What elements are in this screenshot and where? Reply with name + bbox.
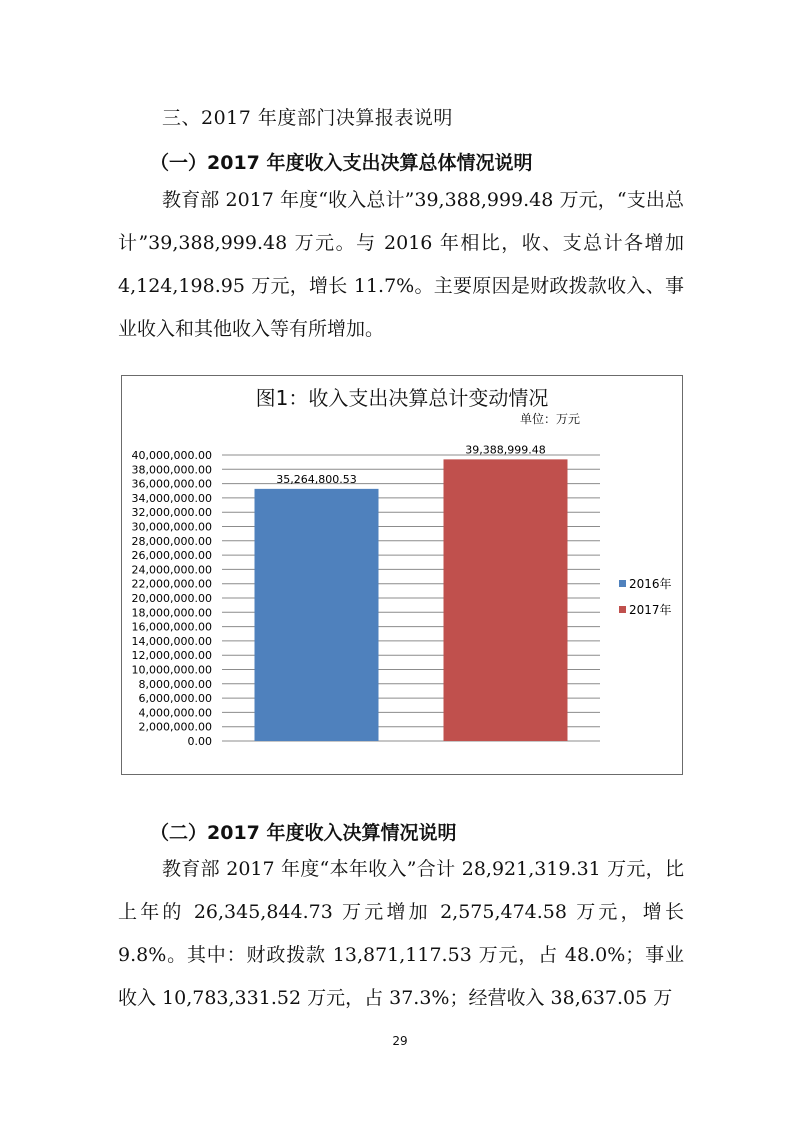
y-tick-label: 12,000,000.00 — [131, 649, 212, 663]
bar-2016年 — [255, 489, 379, 741]
section-heading: 三、2017 年度部门决算报表说明 — [162, 107, 453, 129]
y-tick-label: 6,000,000.00 — [138, 692, 212, 706]
paragraph-text: 教育部 2017 年度“收入总计”39,388,999.48 万元，“支出总计”39,388,999.48 万元。与 2016 年相比，收、支总计各增加 4,124,198.95 万元，增长 11.7%。主要原因是财政拨款收入、事业收入和其他收入等有所增加。 — [118, 189, 684, 340]
paragraph-text: 教育部 2017 年度“本年收入”合计 28,921,319.31 万元，比上年的 26,345,844.73 万元增加 2,575,474.58 万元，增长 9.8%。其中：财政拨款 13,871,117.53 万元，占 48.0%；事业收入 10,783,331.52 万元，占 37.3%；经营收入 38,637.05 万 — [118, 858, 684, 1009]
legend-label: 2016年 — [629, 577, 672, 591]
chart-title: 图1：收入支出决算总计变动情况 — [255, 386, 549, 410]
y-tick-label: 10,000,000.00 — [131, 663, 212, 677]
y-tick-label: 30,000,000.00 — [131, 520, 212, 534]
y-tick-label: 2,000,000.00 — [138, 720, 212, 734]
subsection-1-paragraph — [118, 179, 684, 351]
page-number: 29 — [392, 1034, 408, 1048]
y-tick-label: 36,000,000.00 — [131, 477, 212, 491]
bar-chart — [122, 376, 682, 774]
y-tick-label: 26,000,000.00 — [131, 549, 212, 563]
y-tick-label: 28,000,000.00 — [131, 534, 212, 548]
legend-label: 2017年 — [629, 603, 672, 617]
chart-unit-label: 单位：万元 — [519, 412, 580, 426]
y-tick-label: 14,000,000.00 — [131, 634, 212, 648]
bar-2017年 — [444, 459, 568, 741]
y-tick-label: 38,000,000.00 — [131, 463, 212, 477]
y-tick-label: 20,000,000.00 — [131, 592, 212, 605]
y-tick-label: 18,000,000.00 — [131, 606, 212, 620]
y-tick-label: 4,000,000.00 — [138, 706, 212, 720]
subsection-2-paragraph — [118, 848, 684, 1020]
chart-container — [121, 375, 683, 775]
subsection-2-title: （二）2017 年度收入决算情况说明 — [150, 822, 457, 844]
y-tick-label: 0.00 — [187, 735, 212, 748]
bar-data-label: 35,264,800.53 — [276, 472, 357, 486]
y-tick-label: 40,000,000.00 — [131, 449, 212, 462]
y-tick-label: 34,000,000.00 — [131, 491, 212, 505]
y-tick-label: 24,000,000.00 — [131, 563, 212, 577]
y-tick-label: 22,000,000.00 — [131, 577, 212, 591]
legend-swatch — [619, 606, 626, 613]
y-tick-label: 32,000,000.00 — [131, 506, 212, 520]
y-tick-label: 8,000,000.00 — [138, 677, 212, 691]
bar-data-label: 39,388,999.48 — [465, 443, 546, 457]
subsection-1-title: （一）2017 年度收入支出决算总体情况说明 — [150, 152, 533, 174]
legend-swatch — [619, 580, 626, 587]
y-tick-label: 16,000,000.00 — [131, 620, 212, 634]
